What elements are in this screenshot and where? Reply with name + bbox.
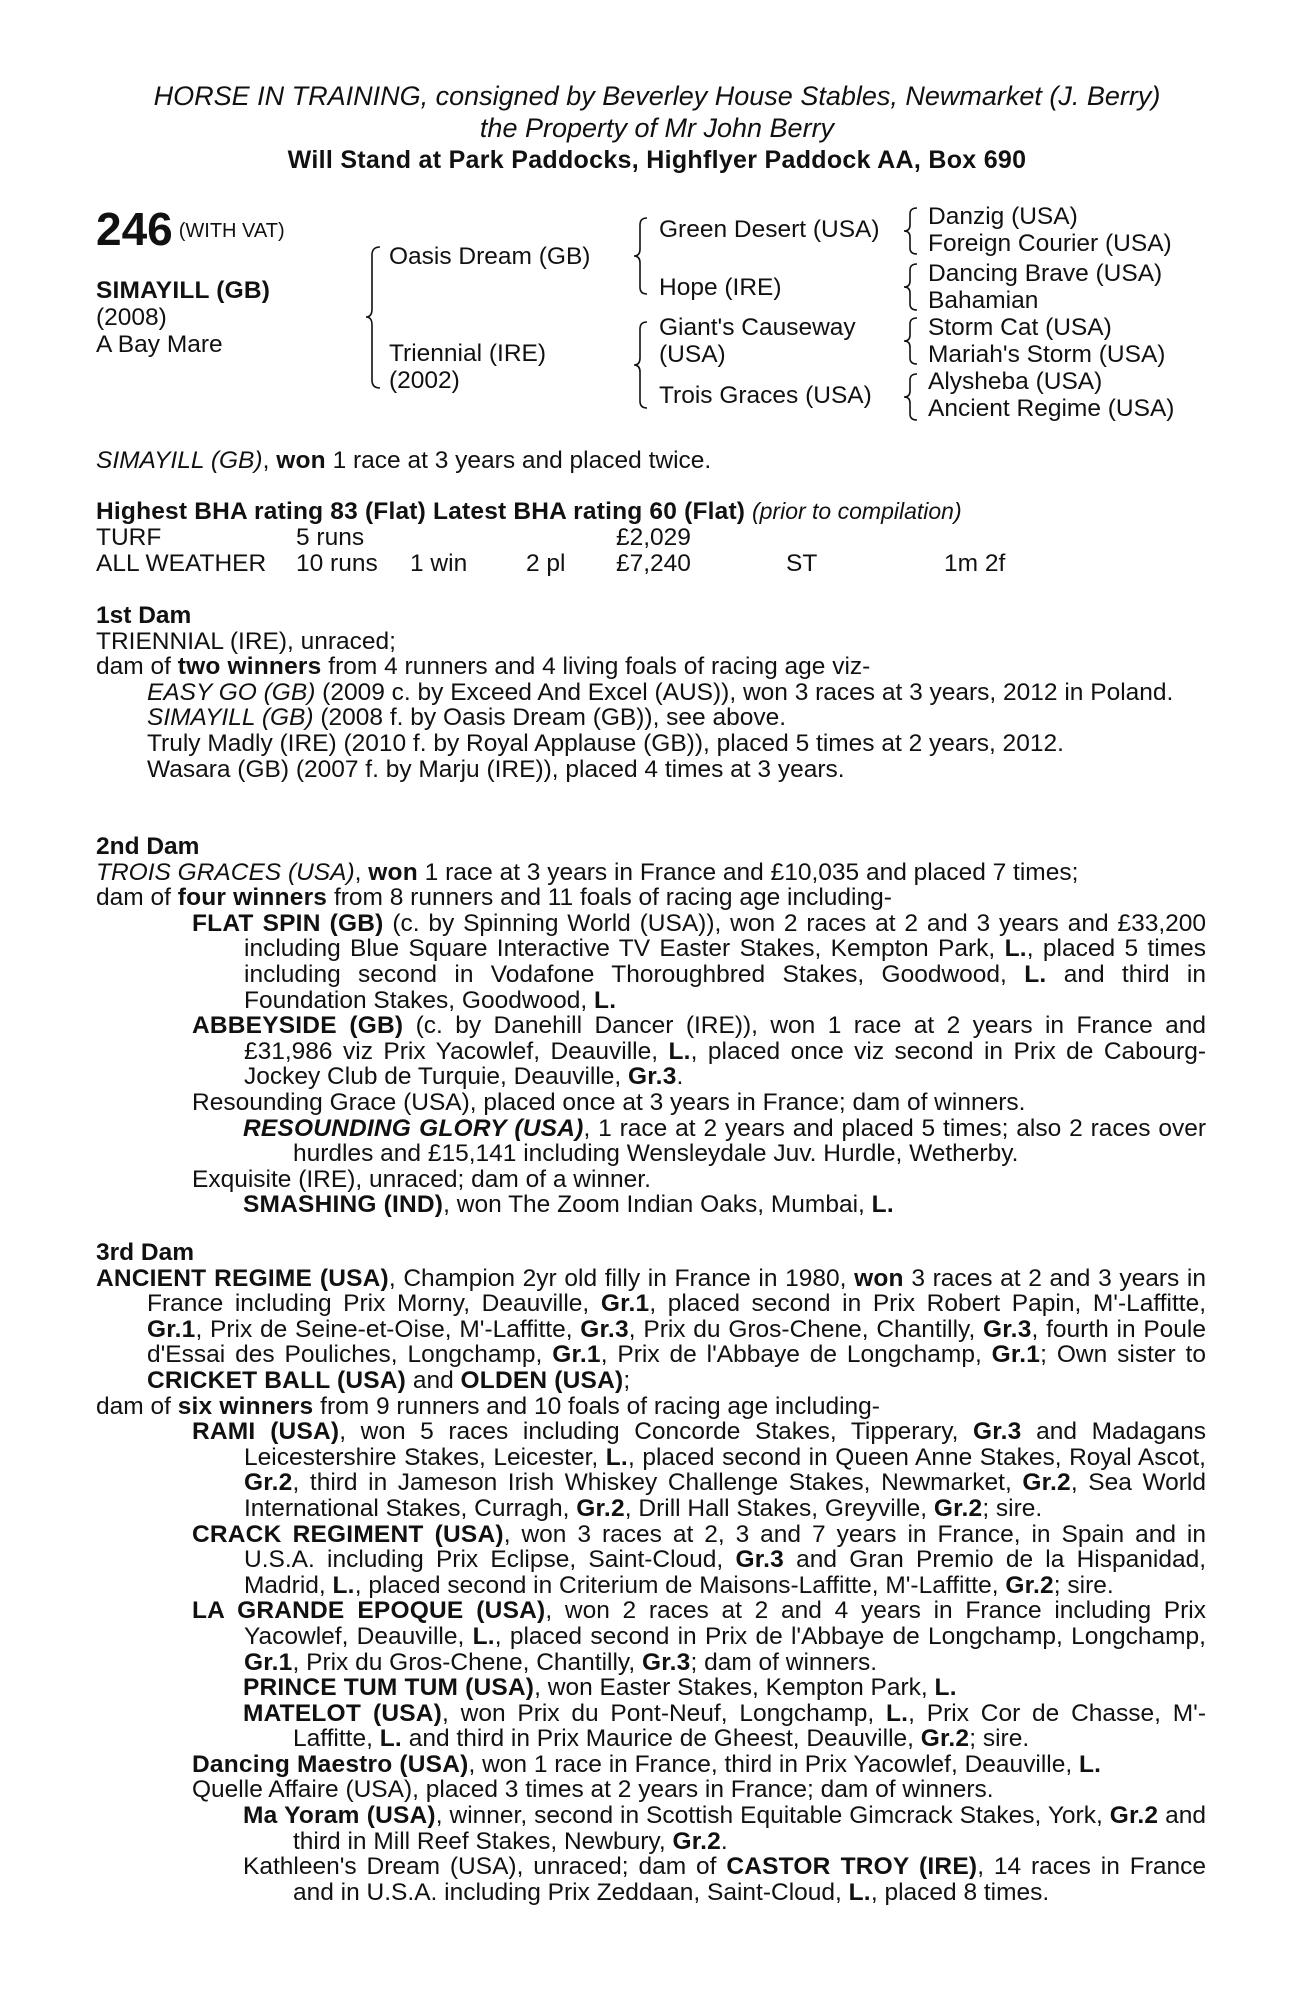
dam-dam: Trois Graces (USA) [659, 382, 872, 409]
pedigree-brace-ds [904, 316, 922, 366]
produce-resounding-glory: RESOUNDING GLORY (USA), 1 race at 2 years and placed 5 times; also 2 races over hurdles and £15,141 including Wensleydale Juv. Hurdle, Wetherby. [243, 1114, 1207, 1168]
second-dam-line: TROIS GRACES (USA), won 1 race at 3 years in France and £10,035 and placed 7 times; [96, 858, 1079, 886]
produce-la-grande-epoque: LA GRANDE EPOQUE (USA), won 2 races at 2 and 4 years in France including Prix Yacowlef, Deauville, L., placed second in Prix de l'Abbaye de Longchamp, Longchamp, Gr.1, Prix du Gros-Chene, Chantilly, Gr.3; dam of winners. [192, 1597, 1206, 1676]
ggp-dss: Storm Cat (USA) [928, 314, 1112, 341]
aw-distance: 1m 2f [944, 550, 1006, 577]
summary-text: 1 race at 3 years and placed twice. [325, 447, 712, 474]
produce-dancing-maestro: Dancing Maestro (USA), won 1 race in France, third in Prix Yacowlef, Deauville, L. [192, 1750, 1102, 1778]
produce-prince-tum-tum: PRINCE TUM TUM (USA), won Easter Stakes, Kempton Park, L. [243, 1674, 957, 1702]
horse-name: SIMAYILL (GB) [96, 277, 271, 304]
sire-dam: Hope (IRE) [659, 274, 782, 301]
turf-earnings: £2,029 [616, 524, 691, 551]
turf-row [96, 525, 1206, 551]
consignor-line: HORSE IN TRAINING, consigned by Beverley House Stables, Newmarket (J. Berry) [153, 81, 1161, 111]
ratings-bold: Highest BHA rating 83 (Flat) Latest BHA rating 60 (Flat) [96, 498, 746, 525]
ggp-sss: Danzig (USA) [928, 203, 1078, 230]
produce-smashing: SMASHING (IND), won The Zoom Indian Oaks, Mumbai, L. [243, 1191, 894, 1219]
aw-placed: 2 pl [526, 550, 566, 577]
produce-exquisite: Exquisite (IRE), unraced; dam of a winner. [192, 1165, 651, 1193]
all-weather-row [96, 551, 1206, 577]
third-dam-heading: 3rd Dam [96, 1239, 195, 1266]
aw-earnings: £7,240 [616, 550, 691, 577]
aw-wins: 1 win [410, 550, 468, 577]
ggp-ssd: Foreign Courier (USA) [928, 230, 1172, 257]
produce-flat-spin: FLAT SPIN (GB) (c. by Spinning World (USA)), won 2 races at 2 and 3 years and £33,200 including Blue Square Interactive TV Easter Stakes, Kempton Park, L., placed 5 times including second in Vodafone Thoroughbred Stakes, Goodwood, L. and third in Foundation Stakes, Goodwood, L. [192, 909, 1207, 1014]
first-dam-section [96, 603, 1206, 782]
property-line: the Property of Mr John Berry [479, 113, 835, 143]
race-summary: SIMAYILL (GB), won 1 race at 3 years and placed twice. [96, 447, 712, 474]
produce-rami: RAMI (USA), won 5 races including Concorde Stakes, Tipperary, Gr.3 and Madagans Leicestershire Stakes, Leicester, L., placed second in Queen Anne Stakes, Royal Ascot, Gr.2, third in Jameson Irish Whiskey Challenge Stakes, Newmarket, Gr.2, Sea World International Stakes, Curragh, Gr.2, Drill Hall Stakes, Greyville, Gr.2; sire. [192, 1418, 1206, 1522]
aw-going: ST [786, 550, 818, 577]
summary-won: won [276, 447, 326, 474]
pedigree-brace-dam [634, 320, 652, 410]
stand-line: Will Stand at Park Paddocks, Highflyer Paddock AA, Box 690 [287, 146, 1027, 174]
summary-horse: SIMAYILL (GB) [96, 447, 263, 474]
pedigree-brace-sd [904, 262, 922, 312]
ggp-dsd: Mariah's Storm (USA) [928, 341, 1166, 368]
produce-simayill: SIMAYILL (GB) (2008 f. by Oasis Dream (GB)), see above. [147, 704, 787, 732]
vat-note: (WITH VAT) [178, 220, 285, 242]
ggp-sdd: Bahamian [928, 287, 1039, 314]
produce-wasara: Wasara (GB) (2007 f. by Marju (IRE)), placed 4 times at 3 years. [147, 755, 845, 783]
second-dam-section [96, 834, 1206, 1218]
produce-resounding-grace: Resounding Grace (USA), placed once at 3 years in France; dam of winners. [192, 1088, 1026, 1116]
second-dam-produce-line: dam of four winners from 8 runners and 11 foals of racing age including- [96, 884, 892, 912]
turf-surface: TURF [96, 524, 162, 551]
ggp-sds: Dancing Brave (USA) [928, 260, 1163, 287]
ggp-ddd: Ancient Regime (USA) [928, 395, 1175, 422]
second-dam-heading: 2nd Dam [96, 833, 200, 860]
pedigree-brace-ss [904, 206, 922, 256]
lot-block [96, 205, 285, 358]
produce-truly-madly: Truly Madly (IRE) (2010 f. by Royal Applause (GB)), placed 5 times at 2 years, 2012. [147, 729, 1064, 757]
produce-matelot: MATELOT (USA), won Prix du Pont-Neuf, Longchamp, L., Prix Cor de Chasse, M'-Laffitte, L. and third in Prix Maurice de Gheest, Deauville, Gr.2; sire. [243, 1699, 1207, 1753]
produce-quelle-affaire: Quelle Affaire (USA), placed 3 times at 2 years in France; dam of winners. [192, 1776, 994, 1804]
sire-name: Oasis Dream (GB) [389, 243, 591, 270]
first-dam-line: TRIENNIAL (IRE), unraced; [96, 627, 396, 655]
lot-number: 246 [96, 203, 173, 255]
sire-sire: Green Desert (USA) [659, 216, 880, 243]
aw-surface: ALL WEATHER [96, 550, 267, 577]
first-dam-heading: 1st Dam [96, 602, 192, 629]
bha-ratings [96, 499, 1206, 525]
produce-crack-regiment: CRACK REGIMENT (USA), won 3 races at 2, 3 and 7 years in France, in Spain and in U.S.A. including Prix Eclipse, Saint-Cloud, Gr.3 and Gran Premio de la Hispanidad, Madrid, L., placed second in Criterium de Maisons-Laffitte, M'-Laffitte, Gr.2; sire. [192, 1520, 1207, 1599]
foaling-year: (2008) [96, 304, 167, 331]
dam-name: Triennial (IRE) [389, 340, 547, 367]
pedigree-brace-dd [904, 372, 922, 422]
produce-ma-yoram: Ma Yoram (USA), winner, second in Scottish Equitable Gimcrack Stakes, York, Gr.2 and third in Mill Reef Stakes, Newbury, Gr.2. [243, 1802, 1207, 1855]
produce-easy-go: EASY GO (GB) (2009 c. by Exceed And Excel (AUS)), won 3 races at 3 years, 2012 in Poland. [147, 678, 1174, 706]
pedigree-brace-gen1 [366, 245, 386, 390]
dam-sire-line2: (USA) [659, 341, 726, 368]
produce-kathleens-dream: Kathleen's Dream (USA), unraced; dam of CASTOR TROY (IRE), 14 races in France and in U.S.A. including Prix Zeddaan, Saint-Cloud, L., placed 8 times. [243, 1853, 1206, 1906]
third-dam-section [96, 1240, 1206, 1905]
pedigree-brace-sire [634, 216, 652, 296]
ggp-dds: Alysheba (USA) [928, 368, 1103, 395]
dam-year: (2002) [389, 367, 460, 394]
turf-runs: 5 runs [296, 524, 365, 551]
third-dam-produce-line: dam of six winners from 9 runners and 10 foals of racing age including- [96, 1392, 880, 1420]
aw-runs: 10 runs [296, 550, 378, 577]
first-dam-produce-line: dam of two winners from 4 runners and 4 living foals of racing age viz- [96, 653, 871, 681]
horse-description: A Bay Mare [96, 331, 223, 358]
produce-abbeyside: ABBEYSIDE (GB) (c. by Danehill Dancer (IRE)), won 1 race at 2 years in France and £31,986 viz Prix Yacowlef, Deauville, L., placed once viz second in Prix de Cabourg-Jockey Club de Turquie, Deauville, Gr.3. [192, 1012, 1206, 1091]
ratings-note: (prior to compilation) [751, 498, 962, 524]
dam-sire-line1: Giant's Causeway [659, 314, 856, 341]
ancient-regime-record: ANCIENT REGIME (USA), Champion 2yr old filly in France in 1980, won 3 races at 2 and 3 years in France including Prix Morny, Deauville, Gr.1, placed second in Prix Robert Papin, M'-Laffitte, Gr.1, Prix de Seine-et-Oise, M'-Laffitte, Gr.3, Prix du Gros-Chene, Chantilly, Gr.3, fourth in Poule d'Essai des Pouliches, Longchamp, Gr.1, Prix de l'Abbaye de Longchamp, Gr.1; Own sister to CRICKET BALL (USA) and OLDEN (USA); [96, 1264, 1207, 1394]
